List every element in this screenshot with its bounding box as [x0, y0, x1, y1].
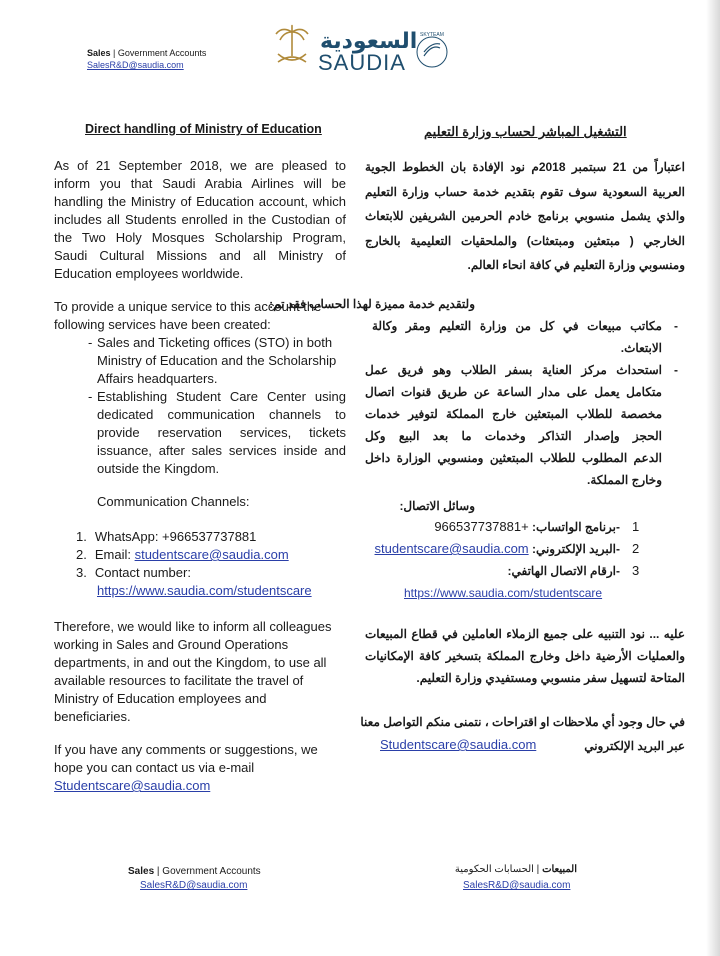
text-line: working in Sales and Ground Operations — [54, 637, 289, 652]
channel-item — [76, 564, 191, 582]
footer-left-department: Sales | Government Accounts — [128, 866, 261, 877]
channel-label: WhatsApp: +966537737881 — [94, 529, 257, 544]
channel-number: 3 — [632, 563, 640, 578]
bullet-dash: - — [674, 319, 678, 333]
text-line: Ministry of Education and the Scholarship — [97, 353, 337, 368]
text-line: اعتباراً من 21 سبتمبر 2018م نود الإفادة بان الخطوط الجوية — [365, 160, 685, 174]
text-line: الدعم المطلوب للطلاب المبتعثين ومنسوبي الوزارة داخل — [365, 451, 662, 465]
english-feedback-email-link[interactable]: Studentscare@saudia.com — [54, 778, 211, 793]
text-line: العربية السعودية سوف تقوم بتقديم خدمة حساب وزارة التعليم — [365, 184, 685, 199]
channel-number: 2. — [76, 547, 87, 562]
text-line: provide reservation services, tickets — [97, 425, 346, 440]
arabic-channels-heading: وسائل الاتصال: — [399, 499, 475, 513]
arabic-services-intro: ولتقديم خدمة مميزة لهذا الحساب فقد تم: — [269, 297, 475, 311]
text-line: following services have been created: — [54, 317, 271, 332]
text-line: الحجز وإصدار التذاكر وخدمات ما بعد البيع وكل — [365, 429, 662, 443]
channel-number: 3. — [76, 565, 87, 580]
text-line: وخارج المملكة. — [587, 473, 662, 487]
text-line: Education employees worldwide. — [54, 266, 244, 281]
text-line: beneficiaries. — [54, 709, 131, 724]
text-line: As of 21 September 2018, we are pleased to — [54, 158, 346, 173]
channel-label: -البريد الإلكتروني: — [528, 542, 620, 556]
text-line: المتاحة لتسهيل سفر منسوبي ومستفيدي وزارة التعليم. — [416, 671, 685, 685]
text-line: والذي يشمل منسوبي برنامج خادم الحرمين الشريفين للابتعاث — [365, 209, 685, 223]
text-line: والعمليات الأرضية داخل وخارج المملكة بتسخير كافة الإمكانيات — [365, 649, 685, 663]
text-line: Ministry of Education employees and — [54, 691, 267, 706]
arabic-contact-url-link[interactable]: https://www.saudia.com/studentscare — [404, 586, 603, 600]
text-line: الخارجي ( مبتعثين ومبتعثات) والملحقيات التعليمية بالخارج — [365, 233, 685, 248]
text-line: Affairs headquarters. — [97, 371, 218, 386]
text-line: الابتعاث. — [620, 341, 662, 355]
channel-item — [76, 528, 256, 546]
text-line: ومنسوبي وزارة التعليم في كافة انحاء العالم. — [467, 258, 685, 272]
text-line: dedicated communication channels to — [97, 407, 346, 422]
text-line: استحداث مركز العناية بسفر الطلاب وهو فريق عمل — [365, 363, 662, 377]
bullet-dash: - — [88, 389, 93, 404]
channel-value[interactable]: studentscare@saudia.com — [374, 541, 529, 556]
text-line: handling the Ministry of Education account, which — [54, 194, 346, 209]
svg-text:SKYTEAM: SKYTEAM — [420, 32, 444, 38]
text-line: issuance, after sales services inside and — [97, 443, 346, 458]
footer-right-department: المبيعات | الحسابات الحكومية — [454, 864, 577, 875]
channel-number: 1 — [632, 519, 640, 534]
text-line: مخصصة للطلاب المبتعثين خارج المملكة لتوفير خدمات — [365, 407, 662, 421]
english-channels-heading: Communication Channels: — [97, 494, 250, 509]
channel-item — [508, 561, 621, 581]
text-line: If you have any comments or suggestions, we — [54, 742, 318, 757]
text-line: Establishing Student Care Center using — [97, 389, 346, 404]
english-contact-url-link[interactable]: https://www.saudia.com/studentscare — [97, 583, 312, 598]
text-line: includes all Students enrolled in the Custodian of — [54, 212, 346, 227]
channel-label: Email: — [94, 547, 135, 562]
channel-number: 2 — [632, 541, 640, 556]
text-line: عليه ... نود التنبيه على جميع الزملاء العاملين في قطاع المبيعات — [365, 627, 685, 641]
arabic-feedback-text: في حال وجود أي ملاحظات او اقتراحات ، نتمنى منكم التواصل معنا — [360, 715, 685, 729]
text-line: inform you that Saudi Arabia Airlines will be — [54, 176, 346, 191]
channel-number: 1. — [76, 529, 87, 544]
arabic-title: التشغيل المباشر لحساب وزارة التعليم — [424, 124, 627, 139]
english-title: Direct handling of Ministry of Education — [85, 122, 322, 136]
channel-item — [434, 517, 620, 537]
text-line: the Two Holy Mosques Scholarship Program, — [54, 230, 346, 245]
page-edge-shadow — [706, 0, 720, 956]
channel-label: -ارقام الاتصال الهاتفي: — [507, 564, 620, 578]
saudia-logo — [272, 22, 452, 74]
channel-email-link[interactable]: studentscare@saudia.com — [134, 547, 289, 562]
text-line: Sales and Ticketing offices (STO) in both — [97, 335, 333, 350]
text-line: outside the Kingdom. — [97, 461, 220, 476]
bullet-dash: - — [674, 363, 678, 377]
channel-value: +966537737881 — [434, 519, 529, 534]
arabic-feedback-prefix: عبر البريد الإلكتروني — [584, 739, 685, 753]
text-line: hope you can contact us via e-mail — [54, 760, 255, 775]
arabic-feedback-email-link[interactable]: Studentscare@saudia.com — [380, 737, 537, 752]
channel-item — [375, 539, 620, 559]
text-line: مكاتب مبيعات في كل من وزارة التعليم ومقر وكالة — [372, 319, 662, 333]
channel-label: Contact number: — [94, 565, 191, 580]
header-department: Sales | Government Accounts — [87, 48, 207, 58]
footer-left-email-link[interactable]: SalesR&D@saudia.com — [140, 880, 248, 891]
bullet-dash: - — [88, 335, 93, 350]
palm-swords-emblem-icon — [272, 22, 452, 74]
text-line: departments, in and out the Kingdom, to use all — [54, 655, 327, 670]
channel-item — [76, 546, 289, 564]
text-line: Therefore, we would like to inform all colleagues — [54, 619, 332, 634]
text-line: To provide a unique service to this account the — [54, 299, 322, 314]
text-line: متكامل يعمل على مدار الساعة عن طريق قنوات اتصال — [365, 385, 662, 399]
svg-text:SAUDIA: SAUDIA — [318, 50, 406, 74]
text-line: Saudi Cultural Missions and all Ministry of — [54, 248, 346, 263]
channel-label: -برنامج الواتساب: — [528, 520, 620, 534]
header-email-link[interactable]: SalesR&D@saudia.com — [87, 60, 184, 70]
text-line: available resources to facilitate the travel of — [54, 673, 304, 688]
footer-right-email-link[interactable]: SalesR&D@saudia.com — [463, 880, 571, 891]
svg-text:السعودية: السعودية — [320, 29, 418, 54]
